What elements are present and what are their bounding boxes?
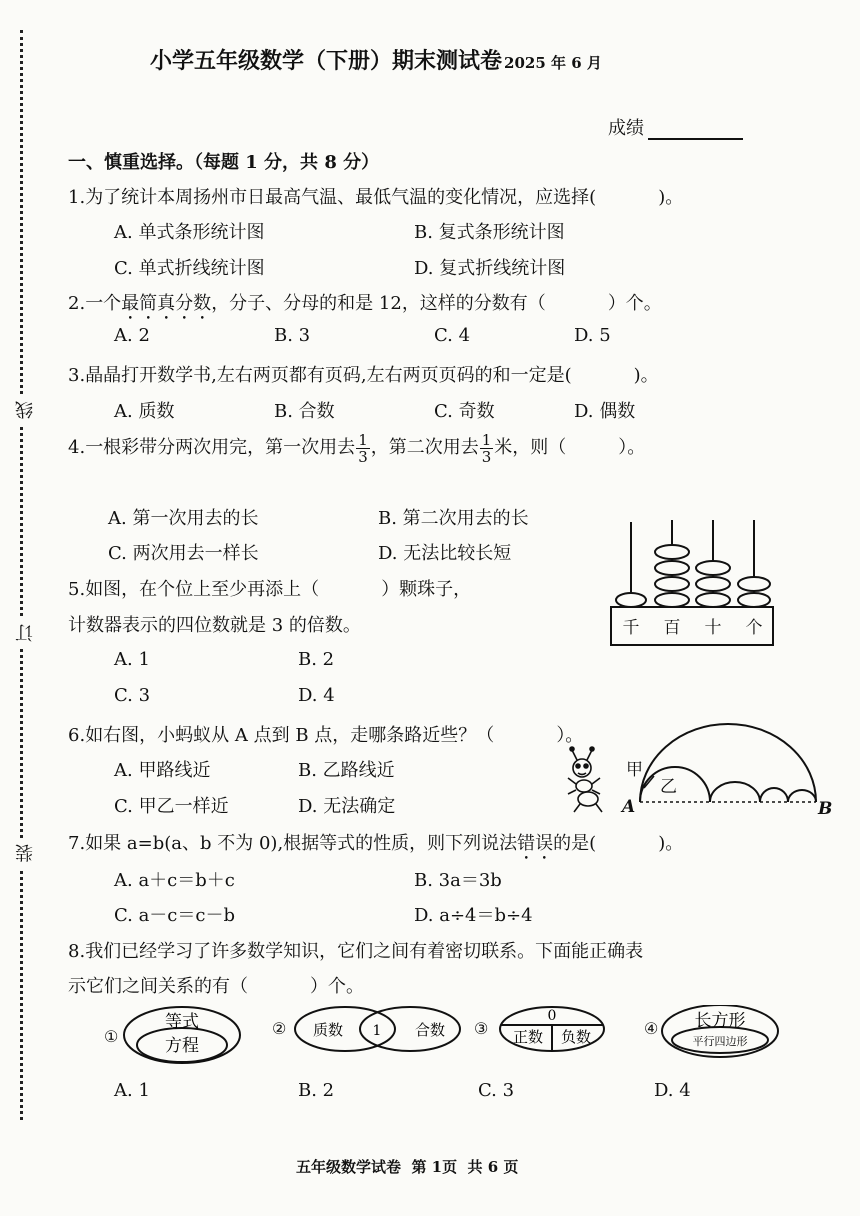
question-tail: )。 (658, 833, 684, 854)
q2-option-a[interactable]: A. 2 (114, 325, 150, 346)
q2-option-d[interactable]: D. 5 (574, 325, 611, 346)
question-tail: )。 (658, 187, 684, 208)
question-text: 一根彩带分两次用完，第一次用去 (85, 437, 356, 458)
ant-route-figure (562, 720, 840, 820)
question-tail: )。 (633, 365, 659, 386)
fraction-one-third (356, 432, 370, 465)
question-number: 5. (68, 579, 86, 600)
q7-option-a[interactable]: A. a＋c＝b＋c (114, 870, 235, 891)
question-number: 8. (68, 941, 86, 962)
question-6 (68, 721, 583, 747)
question-text: 我们已经学习了许多数学知识，它们之间有着密切联系。下面能正确表 (85, 941, 644, 962)
abacus-bead (696, 561, 730, 575)
question-text-cont: 米，则（ (494, 437, 567, 458)
q8-option-c[interactable]: C. 3 (478, 1080, 515, 1101)
question-tail: ）。 (556, 725, 584, 746)
emphasized-term: 最简真分数 (121, 293, 212, 314)
question-5-line2: 计数器表示的四位数就是 3 的倍数。 (68, 615, 361, 636)
binding-char-zhuang: 装 (13, 838, 39, 868)
route-yi-label: 乙 (660, 777, 677, 797)
question-text: 如图，在个位上至少再添上（ (85, 579, 320, 600)
q8-option-d[interactable]: D. 4 (654, 1080, 691, 1101)
abacus-bead (616, 593, 646, 607)
q7-option-d[interactable]: D. a÷4＝b÷4 (414, 905, 533, 926)
fraction-one-third-meter (480, 432, 494, 465)
score-field[interactable] (608, 114, 743, 140)
relationship-diagrams (100, 1005, 780, 1070)
diagram-2-marker: ② (272, 1019, 287, 1038)
section-heading: 一、慎重选择。（每题 1 分，共 8 分） (68, 152, 380, 173)
diagram-2-right-label: 合数 (414, 1021, 446, 1039)
abacus-bead (696, 577, 730, 591)
diagram-3-left-label: 正数 (512, 1028, 544, 1046)
exam-date: 2025 年 6 月 (504, 54, 602, 72)
abacus-bead (655, 561, 689, 575)
abacus-label-hundreds: 百 (663, 618, 681, 638)
diagram-1-outer-label: 等式 (165, 1012, 199, 1032)
fraction-denominator: 3 (481, 447, 492, 466)
question-3 (68, 361, 659, 387)
question-text: 如果 a=b(a、b 不为 0),根据等式的性质，则下列说法 (85, 833, 518, 854)
abacus-label-ones: 个 (745, 618, 763, 638)
question-number: 4. (68, 437, 86, 458)
question-1 (68, 183, 683, 209)
diagram-4-inner-label: 平行四边形 (692, 1035, 748, 1048)
q4-option-a[interactable]: A. 第一次用去的长 (108, 508, 259, 529)
diagram-4-marker: ④ (644, 1019, 659, 1038)
abacus-bead (655, 593, 689, 607)
question-text-cont: ）颗珠子， (381, 579, 472, 600)
question-5 (68, 575, 471, 601)
diagram-3-top-label: 0 (547, 1008, 557, 1024)
title-text: 小学五年级数学（下册）期末测试卷 (150, 48, 503, 74)
diagram-2-left-label: 质数 (312, 1021, 344, 1039)
page-footer: 五年级数学试卷 第 1页 共 6 页 (296, 1158, 519, 1176)
q1-option-b[interactable]: B. 复式条形统计图 (414, 222, 565, 243)
abacus-figure (608, 510, 788, 660)
question-tail: ）个。 (310, 976, 364, 997)
diagram-1-marker: ① (104, 1027, 119, 1046)
diagram-3-marker: ③ (474, 1019, 489, 1038)
q6-option-a[interactable]: A. 甲路线近 (114, 760, 211, 781)
abacus-label-tens: 十 (704, 618, 722, 638)
diagram-2-overlap-label: 1 (372, 1023, 382, 1039)
abacus-label-thousands: 千 (622, 618, 640, 638)
emphasized-term: 错误 (517, 833, 554, 854)
q4-option-c[interactable]: C. 两次用去一样长 (108, 543, 259, 564)
q4-option-d[interactable]: D. 无法比较长短 (378, 543, 512, 564)
q2-option-b[interactable]: B. 3 (274, 325, 311, 346)
route-yi-arc (710, 782, 760, 802)
page-title (150, 44, 602, 75)
diagram-3-right-label: 负数 (560, 1028, 592, 1046)
binding-char-ding: 订 (13, 618, 39, 648)
score-blank[interactable] (648, 120, 743, 140)
diagram-4-outer-label: 长方形 (694, 1011, 746, 1031)
point-b-label: B (818, 799, 833, 819)
question-number: 7. (68, 833, 86, 854)
q1-option-d[interactable]: D. 复式折线统计图 (414, 258, 566, 279)
q7-option-b[interactable]: B. 3a＝3b (414, 870, 502, 891)
abacus-bead (738, 593, 770, 607)
q7-option-c[interactable]: C. a－c＝c－b (114, 905, 235, 926)
question-text-cont: ，第二次用去 (370, 437, 479, 458)
q8-option-a[interactable]: A. 1 (114, 1080, 150, 1101)
abacus-bead (655, 545, 689, 559)
fraction-numerator: 1 (481, 430, 492, 449)
question-text: 如右图，小蚂蚁从 A 点到 B 点，走哪条路近些？（ (85, 725, 495, 746)
q4-option-b[interactable]: B. 第二次用去的长 (378, 508, 529, 529)
q6-option-b[interactable]: B. 乙路线近 (298, 760, 395, 781)
diagram-1-inner-label: 方程 (165, 1036, 199, 1056)
q1-option-a[interactable]: A. 单式条形统计图 (114, 222, 265, 243)
q5-option-a[interactable]: A. 1 (114, 649, 150, 670)
question-text: 示它们之间关系的有（ (68, 976, 248, 997)
question-number: 6. (68, 725, 86, 746)
question-8 (68, 937, 643, 963)
q3-option-b[interactable]: B. 合数 (274, 401, 335, 422)
question-tail: ）个。 (607, 293, 662, 314)
abacus-bead (696, 593, 730, 607)
route-jia-label: 甲 (626, 760, 643, 780)
q6-option-c[interactable]: C. 甲乙一样近 (114, 796, 229, 817)
question-4 (68, 428, 645, 468)
question-text: 为了统计本周扬州市日最高气温、最低气温的变化情况，应选择( (85, 187, 597, 208)
question-text-cont: ，分子、分母的和是 12，这样的分数有（ (211, 293, 546, 314)
score-label: 成绩 (608, 118, 644, 139)
q5-option-b[interactable]: B. 2 (298, 649, 335, 670)
route-yi-arc (788, 790, 816, 802)
q2-option-c[interactable]: C. 4 (434, 325, 471, 346)
question-7 (68, 829, 683, 864)
fraction-denominator: 3 (358, 447, 368, 466)
question-number: 3. (68, 365, 86, 386)
question-number: 2. (68, 293, 86, 314)
q3-option-c[interactable]: C. 奇数 (434, 401, 495, 422)
q1-option-c[interactable]: C. 单式折线统计图 (114, 258, 265, 279)
route-yi-arc (760, 788, 788, 802)
q3-option-a[interactable]: A. 质数 (114, 401, 175, 422)
question-8-line2 (68, 972, 364, 998)
question-text: 晶晶打开数学书,左右两页都有页码,左右两页页码的和一定是( (85, 365, 572, 386)
question-number: 1. (68, 187, 86, 208)
question-tail: ）。 (618, 437, 646, 458)
q5-option-c[interactable]: C. 3 (114, 685, 151, 706)
q8-option-b[interactable]: B. 2 (298, 1080, 335, 1101)
question-2 (68, 289, 662, 324)
q3-option-d[interactable]: D. 偶数 (574, 401, 636, 422)
q6-option-d[interactable]: D. 无法确定 (298, 796, 396, 817)
point-a-label: A (622, 797, 636, 817)
abacus-bead (738, 577, 770, 591)
abacus-bead (655, 577, 689, 591)
question-text: 一个 (85, 293, 122, 314)
binding-dotted-line (20, 30, 23, 1120)
q5-option-d[interactable]: D. 4 (298, 685, 335, 706)
fraction-numerator: 1 (358, 430, 368, 449)
question-text-cont: 的是( (553, 833, 597, 854)
binding-char-xian: 线 (13, 395, 39, 425)
ant-icon (568, 747, 602, 812)
